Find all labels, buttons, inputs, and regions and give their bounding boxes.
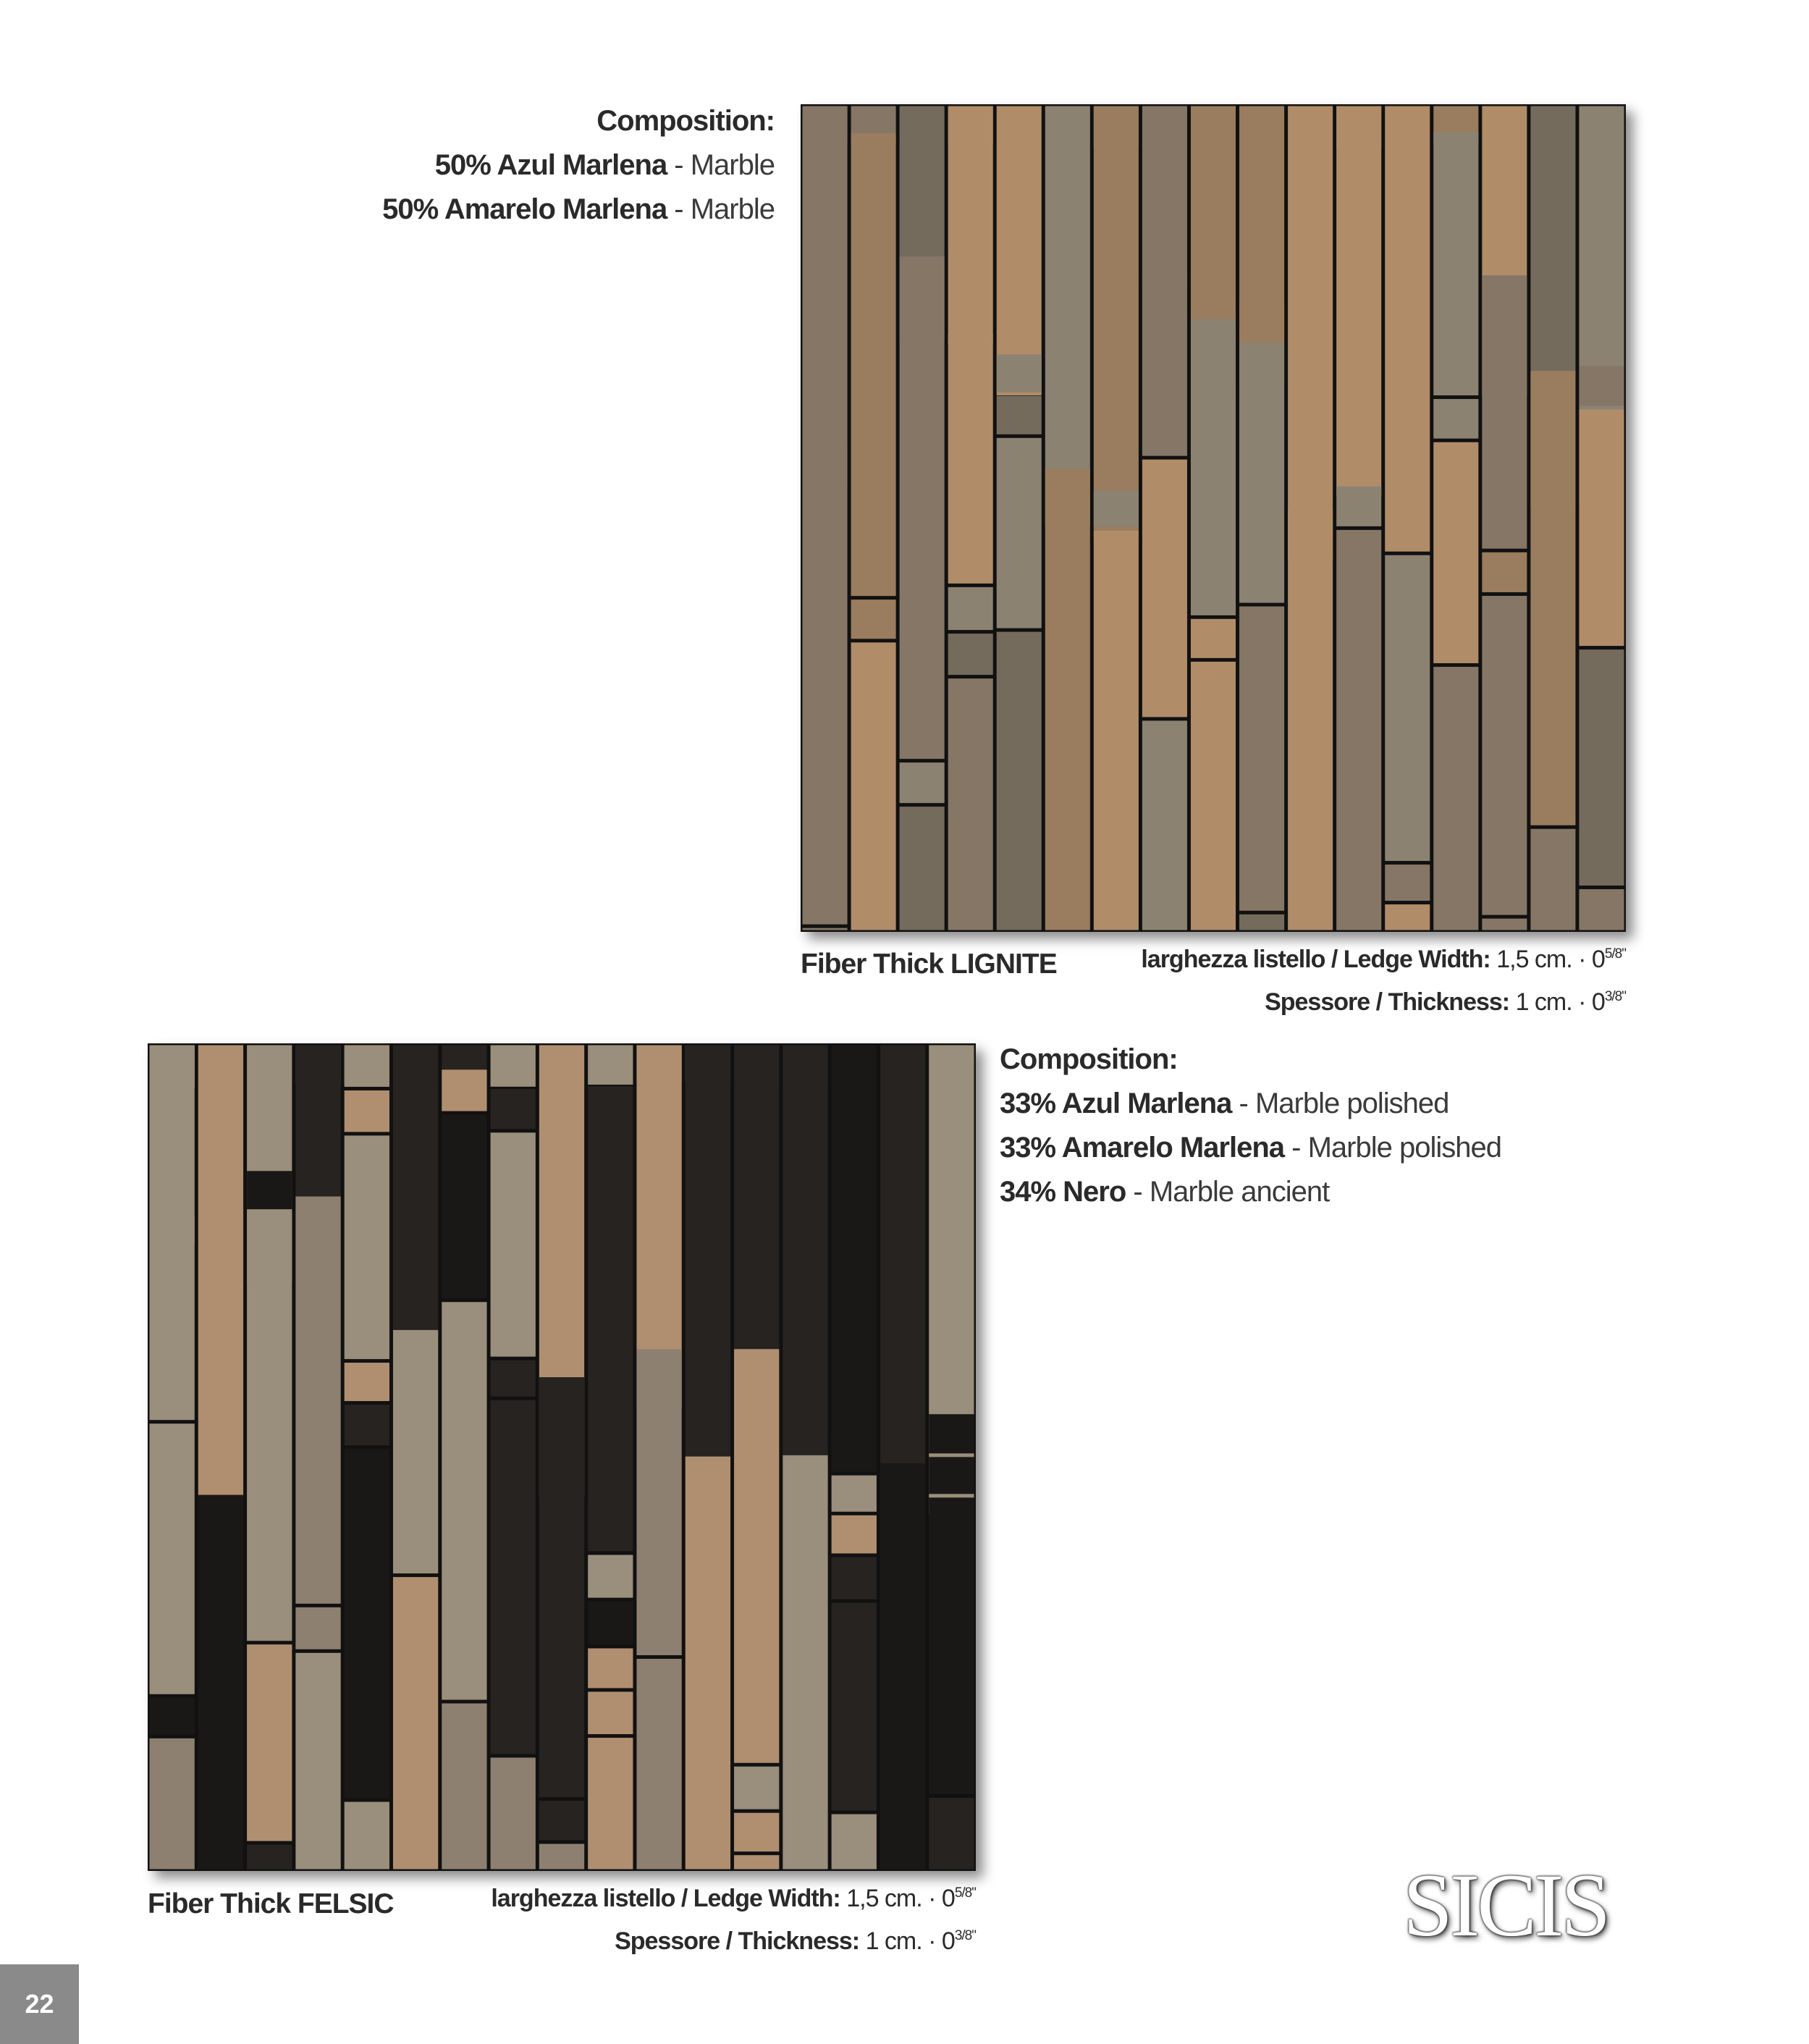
marble-strip xyxy=(929,1414,974,1453)
marble-strip xyxy=(1482,552,1527,592)
marble-strip xyxy=(491,1757,536,1869)
marble-strip xyxy=(900,256,945,759)
sicis-logo: SICIS xyxy=(1403,1856,1608,1955)
marble-strip xyxy=(539,1844,584,1870)
marble-strip xyxy=(948,335,993,584)
marble-strip xyxy=(832,1515,877,1554)
marble-strip xyxy=(1094,531,1139,930)
marble-strip xyxy=(345,1135,389,1359)
marble-strip xyxy=(345,1405,389,1445)
marble-strip xyxy=(1579,889,1624,930)
marble-strip xyxy=(247,1644,292,1841)
marble-strip xyxy=(1385,106,1430,146)
marble-strip xyxy=(442,1115,486,1299)
marble-strip xyxy=(1336,530,1381,930)
marble-strip xyxy=(1045,106,1090,526)
marble-strip xyxy=(1385,904,1430,930)
marble-strip xyxy=(1239,607,1284,911)
composition-block-lignite xyxy=(382,99,775,232)
marble-strip xyxy=(803,928,848,930)
marble-strip xyxy=(1482,596,1527,915)
marble-strip xyxy=(929,1457,974,1494)
mosaic-felsic xyxy=(148,1043,976,1871)
page-number: 22 xyxy=(0,1964,79,2044)
marble-strip xyxy=(734,1767,779,1809)
marble-strip xyxy=(1336,106,1381,497)
marble-strip xyxy=(1530,371,1575,825)
marble-strip xyxy=(247,1171,292,1209)
marble-strip xyxy=(851,642,896,930)
marble-strip xyxy=(539,1377,584,1797)
marble-strip xyxy=(1239,106,1284,384)
marble-strip xyxy=(1433,442,1478,663)
marble-strip xyxy=(588,1649,633,1688)
marble-strip xyxy=(1336,487,1381,526)
marble-strip xyxy=(851,600,896,639)
marble-strip xyxy=(150,1046,195,1243)
marble-strip xyxy=(948,587,993,630)
marble-strip xyxy=(198,1046,243,1497)
thickness-line: Spessore / Thickness: 1 cm. · $0^{3/8"}$ xyxy=(615,1927,976,1955)
marble-strip xyxy=(539,1801,584,1841)
marble-strip xyxy=(929,1798,974,1869)
ledge-width-line: larghezza listello / Ledge Width: 1,5 cm. · $0^{5/8"}$ xyxy=(1141,946,1626,973)
marble-strip xyxy=(997,632,1042,930)
marble-strip xyxy=(783,1046,827,1488)
marble-strip xyxy=(1239,303,1284,339)
marble-strip xyxy=(491,1089,536,1129)
marble-strip xyxy=(832,1603,877,1811)
composition-block-felsic xyxy=(1000,1038,1501,1214)
specs-felsic xyxy=(491,1875,976,1960)
marble-strip xyxy=(997,438,1042,628)
product-name-felsic: Fiber Thick FELSIC xyxy=(148,1888,394,1919)
marble-strip xyxy=(295,1607,340,1649)
marble-strip xyxy=(686,1046,730,1474)
marble-strip xyxy=(1142,106,1187,285)
marble-strip xyxy=(588,1602,633,1645)
marble-strip xyxy=(1142,720,1187,930)
marble-strip xyxy=(247,1213,292,1641)
marble-strip xyxy=(295,1196,340,1603)
marble-strip xyxy=(393,1577,438,1869)
composition-line: 33% Amarelo Marlena - Marble polished xyxy=(1000,1132,1501,1164)
marble-strip xyxy=(832,1046,877,1470)
marble-strip xyxy=(150,1698,195,1735)
marble-strip xyxy=(880,1463,925,1870)
thickness-line: Spessore / Thickness: 1 cm. · $0^{3/8"}$ xyxy=(1265,988,1626,1016)
marble-strip xyxy=(442,1704,486,1870)
marble-strip xyxy=(803,442,848,925)
marble-strip xyxy=(442,1069,486,1111)
marble-strip xyxy=(1288,106,1333,560)
marble-strip xyxy=(247,1845,292,1870)
marble-strip xyxy=(851,133,896,596)
marble-strip xyxy=(1239,342,1284,602)
marble-strip xyxy=(832,1431,877,1472)
marble-strip xyxy=(1482,275,1527,548)
marble-strip xyxy=(997,396,1042,434)
marble-strip xyxy=(1579,409,1624,646)
marble-strip xyxy=(734,1855,779,1869)
marble-strip xyxy=(734,1349,779,1763)
marble-strip xyxy=(295,1653,340,1870)
marble-strip xyxy=(783,1455,827,1870)
marble-strip xyxy=(900,762,945,803)
marble-strip xyxy=(997,355,1042,392)
marble-strip xyxy=(1045,468,1090,930)
marble-strip xyxy=(1142,460,1187,718)
marble-strip xyxy=(491,1046,536,1087)
marble-strip xyxy=(442,1302,486,1699)
marble-strip xyxy=(686,1457,730,1870)
marble-strip xyxy=(1433,132,1478,395)
marble-strip xyxy=(150,1423,195,1694)
marble-strip xyxy=(491,1360,536,1397)
marble-strip xyxy=(491,1400,536,1754)
marble-strip xyxy=(1385,146,1430,551)
marble-strip xyxy=(1191,319,1236,615)
marble-strip xyxy=(734,1813,779,1851)
marble-strip xyxy=(345,1046,389,1088)
marble-strip xyxy=(900,807,945,930)
marble-strip xyxy=(1385,865,1430,901)
product-image-lignite xyxy=(801,104,1626,932)
marble-strip xyxy=(803,106,848,487)
marble-strip xyxy=(150,1217,195,1420)
composition-heading: Composition: xyxy=(1000,1043,1178,1075)
marble-strip xyxy=(345,1802,389,1870)
product-image-felsic xyxy=(148,1043,976,1871)
marble-strip xyxy=(393,1330,438,1573)
marble-strip xyxy=(588,1046,633,1085)
product-name-lignite: Fiber Thick LIGNITE xyxy=(801,949,1057,980)
marble-strip xyxy=(880,1046,925,1483)
ledge-width-line: larghezza listello / Ledge Width: 1,5 cm. · $0^{5/8"}$ xyxy=(491,1885,976,1912)
marble-strip xyxy=(832,1814,877,1870)
composition-line: 50% Azul Marlena - Marble xyxy=(434,149,775,181)
marble-strip xyxy=(345,1449,389,1798)
marble-strip xyxy=(1239,914,1284,930)
marble-strip xyxy=(393,1046,438,1337)
marble-strip xyxy=(1579,366,1624,405)
marble-strip xyxy=(1142,274,1187,455)
marble-strip xyxy=(198,1495,243,1870)
marble-strip xyxy=(832,1476,877,1512)
marble-strip xyxy=(1191,662,1236,930)
marble-strip xyxy=(636,1659,681,1869)
marble-strip xyxy=(1433,667,1478,930)
marble-strip xyxy=(1530,829,1575,930)
marble-strip xyxy=(948,678,993,930)
marble-strip xyxy=(1288,510,1333,930)
marble-strip xyxy=(1385,555,1430,861)
composition-heading: Composition: xyxy=(596,105,775,137)
marble-strip xyxy=(636,1349,681,1655)
marble-strip xyxy=(588,1738,633,1869)
composition-line: 34% Nero - Marble ancient xyxy=(1000,1176,1330,1208)
marble-strip xyxy=(929,1497,974,1794)
marble-strip xyxy=(345,1363,389,1401)
marble-strip xyxy=(1191,619,1236,658)
marble-strip xyxy=(150,1738,195,1870)
marble-strip xyxy=(1482,919,1527,930)
composition-line: 50% Amarelo Marlena - Marble xyxy=(382,193,775,225)
marble-strip xyxy=(1094,106,1139,538)
marble-strip xyxy=(734,1046,779,1358)
marble-strip xyxy=(1433,399,1478,439)
marble-strip xyxy=(491,1132,536,1356)
marble-strip xyxy=(345,1090,389,1132)
composition-line: 33% Azul Marlena - Marble polished xyxy=(1000,1088,1449,1119)
mosaic-lignite xyxy=(801,104,1626,932)
marble-strip xyxy=(1579,649,1624,886)
marble-strip xyxy=(832,1557,877,1599)
marble-strip xyxy=(588,1555,633,1597)
specs-lignite xyxy=(1141,935,1626,1021)
marble-strip xyxy=(948,634,993,675)
marble-strip xyxy=(948,106,993,345)
marble-strip xyxy=(1094,490,1139,526)
marble-strip xyxy=(588,1086,633,1551)
marble-strip xyxy=(588,1691,633,1734)
marble-strip xyxy=(997,106,1042,396)
